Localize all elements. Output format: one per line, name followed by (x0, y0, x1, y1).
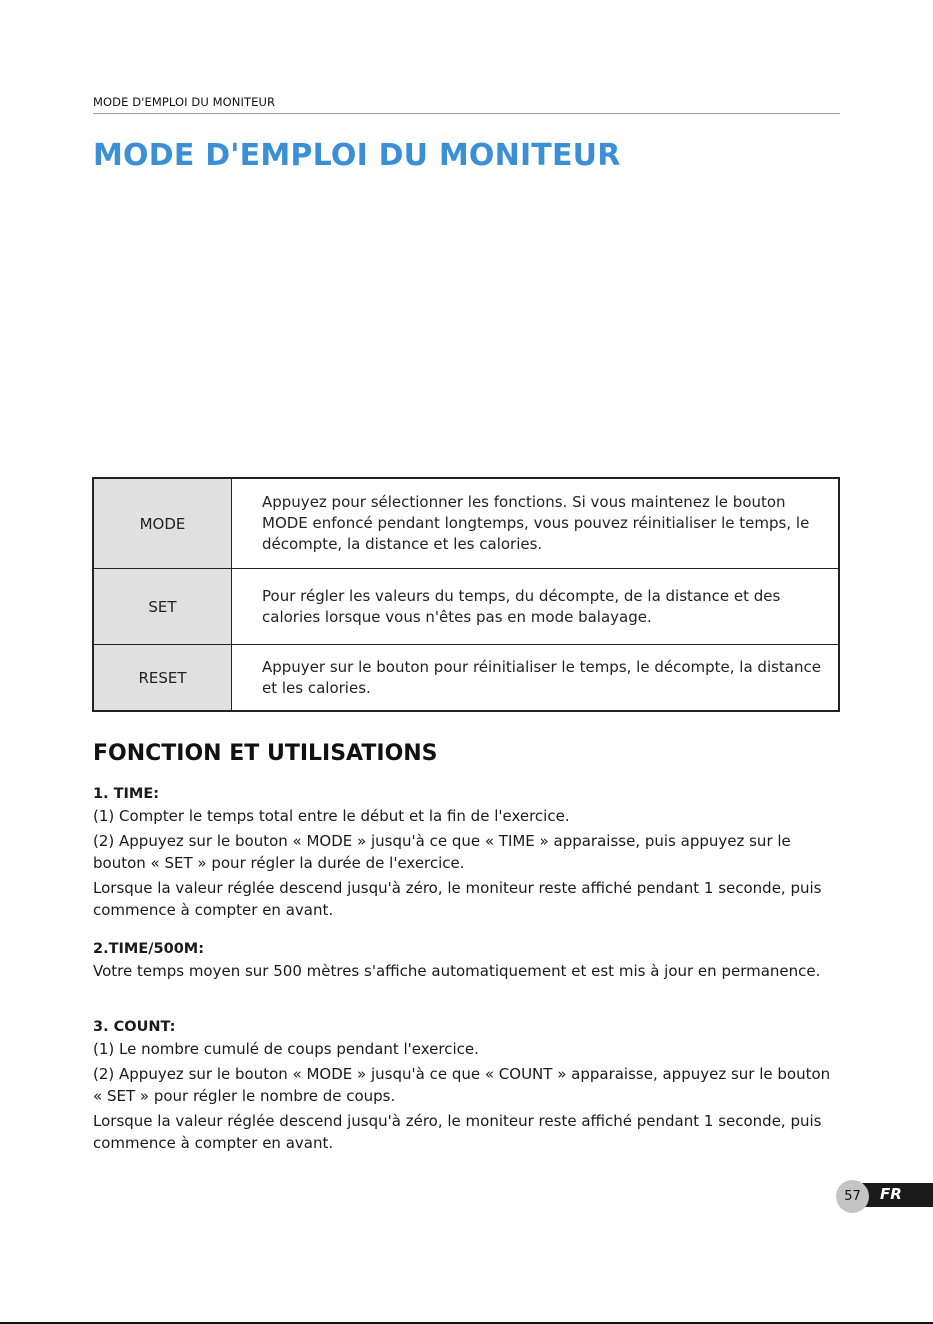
function-paragraph: (2) Appuyez sur le bouton « MODE » jusqu'à ce que « COUNT » apparaisse, appuyez sur le bouton « SET » pour régler le nombre de coups. (93, 1065, 831, 1105)
function-paragraph: (2) Appuyez sur le bouton « MODE » jusqu'à ce que « TIME » apparaisse, puis appuyez sur le bouton « SET » pour régler la durée de l'exercice. (93, 832, 791, 872)
function-count (93, 1016, 843, 1157)
button-description: Appuyez pour sélectionner les fonctions. Si vous maintenez le bouton MODE enfoncé pendant longtemps, vous pouvez réinitialiser le temps, le décompte, la distance et les calories. (232, 478, 840, 569)
button-functions-table (92, 477, 840, 712)
section-title: FONCTION ET UTILISATIONS (93, 741, 438, 766)
table-row (93, 478, 839, 569)
function-paragraph: (1) Le nombre cumulé de coups pendant l'exercice. (93, 1040, 479, 1058)
language-label: FR (880, 1185, 902, 1203)
button-description: Appuyer sur le bouton pour réinitialiser le temps, le décompte, la distance et les calories. (232, 645, 840, 712)
table-row (93, 645, 839, 712)
function-paragraph: Lorsque la valeur réglée descend jusqu'à zéro, le moniteur reste affiché pendant 1 seconde, puis commence à compter en avant. (93, 1112, 822, 1152)
function-heading: 2.TIME/500M: (93, 941, 205, 957)
function-time (93, 783, 843, 924)
function-heading: 1. TIME: (93, 786, 160, 802)
button-key-reset: RESET (93, 645, 232, 712)
function-time-500m (93, 938, 843, 985)
function-paragraph: (1) Compter le temps total entre le début et la fin de l'exercice. (93, 807, 570, 825)
function-paragraph: Votre temps moyen sur 500 mètres s'affiche automatiquement et est mis à jour en permanence. (93, 962, 821, 980)
function-paragraph: Lorsque la valeur réglée descend jusqu'à zéro, le moniteur reste affiché pendant 1 seconde, puis commence à compter en avant. (93, 879, 822, 919)
page-title: MODE D'EMPLOI DU MONITEUR (93, 138, 621, 173)
button-key-set: SET (93, 569, 232, 645)
function-heading: 3. COUNT: (93, 1019, 176, 1035)
page-number-badge: 57 (836, 1180, 869, 1213)
button-key-mode: MODE (93, 478, 232, 569)
monitor-image-area (93, 190, 840, 460)
running-header: MODE D'EMPLOI DU MONITEUR (93, 95, 276, 109)
table-row (93, 569, 839, 645)
header-divider (93, 113, 840, 114)
button-description: Pour régler les valeurs du temps, du décompte, de la distance et des calories lorsque vous n'êtes pas en mode balayage. (232, 569, 840, 645)
